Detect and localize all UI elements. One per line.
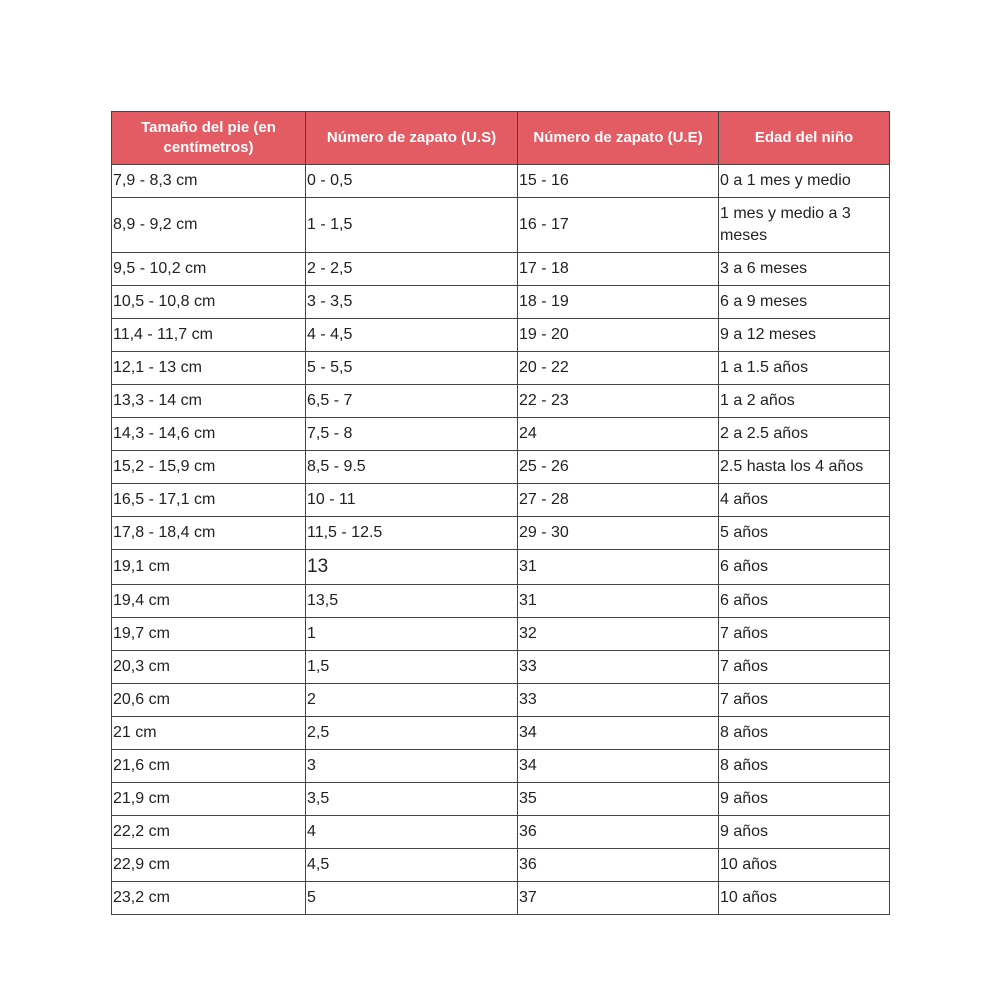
shoe-size-eu-cell: 19 - 20 xyxy=(518,319,719,352)
child-age-cell: 6 años xyxy=(719,585,890,618)
table-row xyxy=(112,783,890,816)
foot-size-cell: 16,5 - 17,1 cm xyxy=(112,484,306,517)
shoe-size-us-cell: 1,5 xyxy=(306,651,518,684)
child-age-cell: 6 a 9 meses xyxy=(719,286,890,319)
child-age-cell: 9 años xyxy=(719,783,890,816)
header-foot-size: Tamaño del pie (en centímetros) xyxy=(112,112,306,165)
child-age-cell: 1 a 1.5 años xyxy=(719,352,890,385)
table-row xyxy=(112,451,890,484)
child-age-cell: 1 mes y medio a 3 meses xyxy=(719,198,890,253)
header-shoe-size-us: Número de zapato (U.S) xyxy=(306,112,518,165)
shoe-size-us-cell: 3,5 xyxy=(306,783,518,816)
header-shoe-size-eu: Número de zapato (U.E) xyxy=(518,112,719,165)
child-age-cell: 9 a 12 meses xyxy=(719,319,890,352)
table-row xyxy=(112,882,890,915)
foot-size-cell: 20,6 cm xyxy=(112,684,306,717)
shoe-size-eu-cell: 31 xyxy=(518,585,719,618)
shoe-size-eu-cell: 34 xyxy=(518,750,719,783)
shoe-size-us-cell: 3 - 3,5 xyxy=(306,286,518,319)
foot-size-cell: 14,3 - 14,6 cm xyxy=(112,418,306,451)
foot-size-cell: 11,4 - 11,7 cm xyxy=(112,319,306,352)
shoe-size-us-cell: 4 - 4,5 xyxy=(306,319,518,352)
table-row xyxy=(112,418,890,451)
header-child-age: Edad del niño xyxy=(719,112,890,165)
shoe-size-us-cell: 13,5 xyxy=(306,585,518,618)
foot-size-cell: 19,7 cm xyxy=(112,618,306,651)
shoe-size-us-cell: 8,5 - 9.5 xyxy=(306,451,518,484)
table-row xyxy=(112,253,890,286)
table-row xyxy=(112,585,890,618)
shoe-size-eu-cell: 24 xyxy=(518,418,719,451)
shoe-size-table xyxy=(111,111,890,915)
shoe-size-us-cell: 2 - 2,5 xyxy=(306,253,518,286)
shoe-size-eu-cell: 33 xyxy=(518,651,719,684)
table-row xyxy=(112,684,890,717)
shoe-size-us-cell: 11,5 - 12.5 xyxy=(306,517,518,550)
table-row xyxy=(112,750,890,783)
shoe-size-eu-cell: 16 - 17 xyxy=(518,198,719,253)
shoe-size-us-cell: 1 xyxy=(306,618,518,651)
table-row xyxy=(112,319,890,352)
foot-size-cell: 21,6 cm xyxy=(112,750,306,783)
shoe-size-us-cell: 4,5 xyxy=(306,849,518,882)
child-age-cell: 9 años xyxy=(719,816,890,849)
shoe-size-eu-cell: 18 - 19 xyxy=(518,286,719,319)
foot-size-cell: 8,9 - 9,2 cm xyxy=(112,198,306,253)
table-row xyxy=(112,484,890,517)
shoe-size-table-container xyxy=(111,111,889,915)
shoe-size-us-cell: 4 xyxy=(306,816,518,849)
table-row xyxy=(112,517,890,550)
child-age-cell: 10 años xyxy=(719,849,890,882)
foot-size-cell: 22,9 cm xyxy=(112,849,306,882)
foot-size-cell: 15,2 - 15,9 cm xyxy=(112,451,306,484)
foot-size-cell: 10,5 - 10,8 cm xyxy=(112,286,306,319)
child-age-cell: 7 años xyxy=(719,684,890,717)
child-age-cell: 7 años xyxy=(719,618,890,651)
shoe-size-eu-cell: 32 xyxy=(518,618,719,651)
shoe-size-eu-cell: 36 xyxy=(518,849,719,882)
shoe-size-eu-cell: 27 - 28 xyxy=(518,484,719,517)
child-age-cell: 4 años xyxy=(719,484,890,517)
shoe-size-us-cell: 5 xyxy=(306,882,518,915)
shoe-size-eu-cell: 33 xyxy=(518,684,719,717)
foot-size-cell: 23,2 cm xyxy=(112,882,306,915)
table-row xyxy=(112,816,890,849)
child-age-cell: 0 a 1 mes y medio xyxy=(719,165,890,198)
child-age-cell: 8 años xyxy=(719,750,890,783)
child-age-cell: 5 años xyxy=(719,517,890,550)
table-row xyxy=(112,550,890,585)
shoe-size-us-cell: 13 xyxy=(306,550,518,585)
table-row xyxy=(112,849,890,882)
shoe-size-us-cell: 10 - 11 xyxy=(306,484,518,517)
shoe-size-eu-cell: 25 - 26 xyxy=(518,451,719,484)
foot-size-cell: 12,1 - 13 cm xyxy=(112,352,306,385)
child-age-cell: 10 años xyxy=(719,882,890,915)
table-row xyxy=(112,385,890,418)
shoe-size-eu-cell: 31 xyxy=(518,550,719,585)
shoe-size-eu-cell: 37 xyxy=(518,882,719,915)
table-row xyxy=(112,651,890,684)
shoe-size-us-cell: 3 xyxy=(306,750,518,783)
foot-size-cell: 20,3 cm xyxy=(112,651,306,684)
child-age-cell: 1 a 2 años xyxy=(719,385,890,418)
shoe-size-eu-cell: 22 - 23 xyxy=(518,385,719,418)
foot-size-cell: 19,4 cm xyxy=(112,585,306,618)
shoe-size-us-cell: 7,5 - 8 xyxy=(306,418,518,451)
shoe-size-us-cell: 6,5 - 7 xyxy=(306,385,518,418)
shoe-size-us-cell: 1 - 1,5 xyxy=(306,198,518,253)
shoe-size-us-cell: 0 - 0,5 xyxy=(306,165,518,198)
shoe-size-eu-cell: 36 xyxy=(518,816,719,849)
shoe-size-eu-cell: 34 xyxy=(518,717,719,750)
foot-size-cell: 22,2 cm xyxy=(112,816,306,849)
shoe-size-eu-cell: 29 - 30 xyxy=(518,517,719,550)
shoe-size-eu-cell: 17 - 18 xyxy=(518,253,719,286)
foot-size-cell: 21 cm xyxy=(112,717,306,750)
child-age-cell: 3 a 6 meses xyxy=(719,253,890,286)
shoe-size-eu-cell: 35 xyxy=(518,783,719,816)
table-header-row xyxy=(112,112,890,165)
child-age-cell: 6 años xyxy=(719,550,890,585)
child-age-cell: 2.5 hasta los 4 años xyxy=(719,451,890,484)
foot-size-cell: 13,3 - 14 cm xyxy=(112,385,306,418)
shoe-size-eu-cell: 20 - 22 xyxy=(518,352,719,385)
table-row xyxy=(112,618,890,651)
table-row xyxy=(112,352,890,385)
shoe-size-us-cell: 5 - 5,5 xyxy=(306,352,518,385)
shoe-size-us-cell: 2,5 xyxy=(306,717,518,750)
table-row xyxy=(112,165,890,198)
table-body xyxy=(112,165,890,915)
child-age-cell: 8 años xyxy=(719,717,890,750)
table-row xyxy=(112,286,890,319)
shoe-size-eu-cell: 15 - 16 xyxy=(518,165,719,198)
table-row xyxy=(112,717,890,750)
child-age-cell: 2 a 2.5 años xyxy=(719,418,890,451)
foot-size-cell: 19,1 cm xyxy=(112,550,306,585)
table-row xyxy=(112,198,890,253)
shoe-size-us-cell: 2 xyxy=(306,684,518,717)
foot-size-cell: 17,8 - 18,4 cm xyxy=(112,517,306,550)
child-age-cell: 7 años xyxy=(719,651,890,684)
foot-size-cell: 21,9 cm xyxy=(112,783,306,816)
foot-size-cell: 7,9 - 8,3 cm xyxy=(112,165,306,198)
foot-size-cell: 9,5 - 10,2 cm xyxy=(112,253,306,286)
